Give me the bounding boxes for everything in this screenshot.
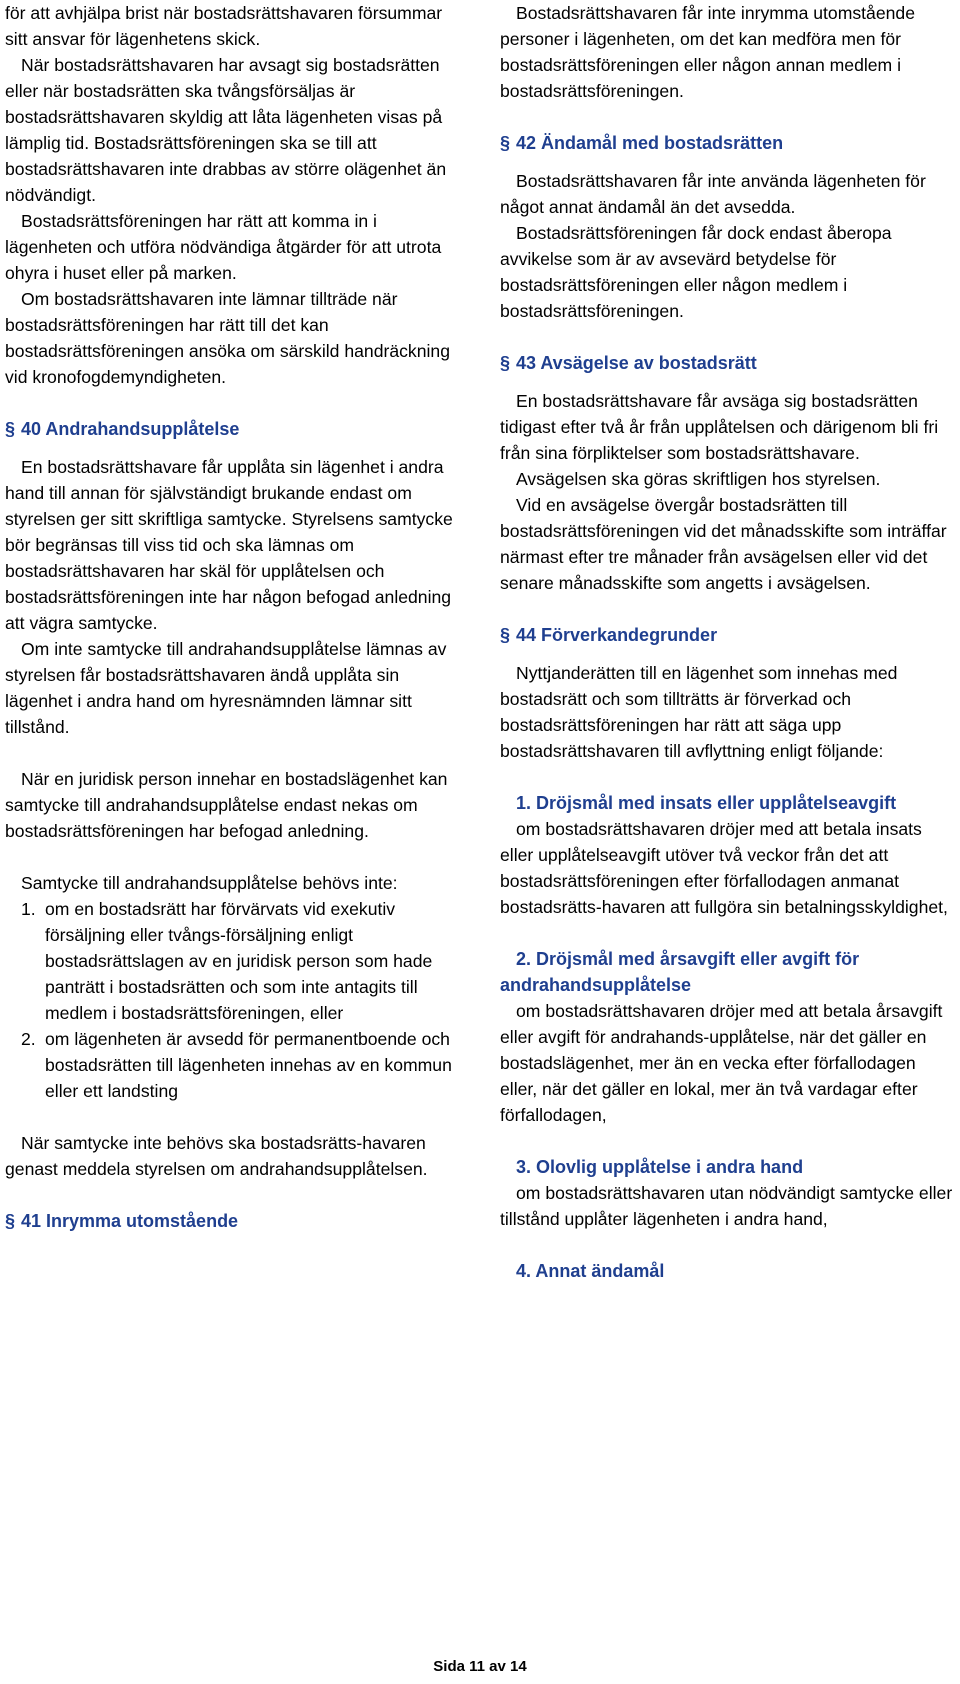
list-text: om en bostadsrätt har förvärvats vid exekutiv försäljning eller tvångs-försäljning enligt bostadsrättslagen av en juridisk person som hade panträtt i bostadsrätten och som inte antagits till medlem i bostadsrättsföreningen, eller bbox=[45, 899, 433, 1023]
section-paragraph: Om inte samtycke till andrahandsupplåtelse lämnas av styrelsen får bostadsrättshavaren ändå upplåta sin lägenhet i andra hand om hyresnämnden lämnar sitt tillstånd. bbox=[5, 639, 447, 737]
section-paragraph: Nyttjanderätten till en lägenhet som innehas med bostadsrätt och som tillträtts är förverkad och bostadsrättsföreningen har rätt att säga upp bostadsrättshavaren till avflyttning enligt följande: bbox=[500, 663, 898, 761]
intro-paragraph: Om bostadsrättshavaren inte lämnar tillträde när bostadsrättsföreningen har rätt till det kan bostadsrättsföreningen ansöka om särskild handräckning vid kronofogdemyndigheten. bbox=[5, 289, 450, 387]
section-paragraph: När samtycke inte behövs ska bostadsrätts-havaren genast meddela styrelsen om andrahandsupplåtelsen. bbox=[5, 1133, 428, 1179]
forfeit-ground-text: om bostadsrättshavaren utan nödvändigt samtycke eller tillstånd upplåter lägenheten i andra hand, bbox=[500, 1183, 953, 1229]
section-paragraph: När en juridisk person innehar en bostadslägenhet kan samtycke till andrahandsupplåtelse endast nekas om bostadsrättsföreningen har befogad anledning. bbox=[5, 769, 448, 841]
list-item bbox=[5, 896, 461, 1026]
section-heading-44 bbox=[500, 622, 955, 648]
intro-paragraph: för att avhjälpa brist när bostadsrättshavaren försummar sitt ansvar för lägenhetens skick. bbox=[5, 3, 443, 49]
section-paragraph: Bostadsrättshavaren får inte använda lägenheten för något annat ändamål än det avsedda. bbox=[500, 171, 926, 217]
section-sign-icon bbox=[500, 625, 510, 645]
svg-text:§: § bbox=[500, 625, 510, 645]
forfeit-ground-title: 1. Dröjsmål med insats eller upplåtelseavgift bbox=[516, 793, 897, 813]
exceptions-list bbox=[5, 896, 461, 1104]
section-title: 44 Förverkandegrunder bbox=[516, 625, 718, 645]
section-sign-icon bbox=[5, 1211, 15, 1231]
section-sign-icon bbox=[500, 353, 510, 373]
section-sign-icon bbox=[5, 419, 15, 439]
section-title: 42 Ändamål med bostadsrätten bbox=[516, 133, 784, 153]
svg-text:§: § bbox=[500, 133, 510, 153]
section-paragraph: En bostadsrättshavare får upplåta sin lägenhet i andra hand till annan för självständigt brukande endast om styrelsen ger sitt skriftliga samtycke. Styrelsens samtycke bör begränsas till viss tid och ska lämnas om bostadsrättshavaren har skäl för upplåtelsen och bostadsrättsföreningen inte har någon befogad anledning att vägra samtycke. bbox=[5, 457, 453, 633]
forfeit-ground-title: 2. Dröjsmål med årsavgift eller avgift för andrahandsupplåtelse bbox=[500, 949, 860, 995]
intro-paragraph: När bostadsrättshavaren har avsagt sig bostadsrätten eller när bostadsrätten ska tvångsförsäljas är bostadsrättshavaren skyldig att låta lägenheten visas på lämplig tid. Bostadsrättsföreningen ska se till att bostadsrättshavaren inte drabbas av större olägenhet än nödvändigt. bbox=[5, 55, 447, 205]
section-paragraph: Bostadsrättsföreningen får dock endast åberopa avvikelse som är av avsevärd betydelse för bostadsrättsföreningen eller någon medlem i bostadsrättsföreningen. bbox=[500, 223, 892, 321]
section-paragraph: Avsägelsen ska göras skriftligen hos styrelsen. bbox=[516, 469, 881, 489]
forfeit-ground-text: om bostadsrättshavaren dröjer med att betala årsavgift eller avgift för andrahands-upplåtelse, när det gäller en bostadslägenhet, mer än en vecka efter förfallodagen eller, när det gäller en lokal, mer än två vardagar efter förfallodagen, bbox=[500, 1001, 943, 1125]
section-heading-43 bbox=[500, 350, 955, 376]
right-column bbox=[500, 0, 955, 1284]
section-title: 41 Inrymma utomstående bbox=[21, 1211, 239, 1231]
section-title: 40 Andrahandsupplåtelse bbox=[21, 419, 240, 439]
section-heading-42 bbox=[500, 130, 955, 156]
section-paragraph: Bostadsrättshavaren får inte inrymma utomstående personer i lägenheten, om det kan medföra men för bostadsrättsföreningen eller någon annan medlem i bostadsrättsföreningen. bbox=[500, 3, 915, 101]
svg-text:§: § bbox=[500, 353, 510, 373]
list-number: 1. bbox=[21, 899, 36, 919]
left-column bbox=[5, 0, 461, 1234]
list-text: om lägenheten är avsedd för permanentboende och bostadsrätten till lägenheten innehas av en kommun eller ett landsting bbox=[45, 1029, 452, 1101]
intro-paragraph: Bostadsrättsföreningen har rätt att komma in i lägenheten och utföra nödvändiga åtgärder för att utrota ohyra i huset eller på marken. bbox=[5, 211, 442, 283]
section-title: 43 Avsägelse av bostadsrätt bbox=[516, 353, 757, 373]
section-paragraph: Vid en avsägelse övergår bostadsrätten till bostadsrättsföreningen vid det månadsskifte som inträffar närmast efter tre månader från avsägelsen eller vid det senare månadsskifte som angetts i avsägelsen. bbox=[500, 495, 947, 593]
svg-text:§: § bbox=[5, 419, 15, 439]
page-number: Sida 11 av 14 bbox=[433, 1658, 527, 1675]
list-item bbox=[5, 1026, 461, 1104]
section-heading-41 bbox=[5, 1208, 461, 1234]
section-sign-icon bbox=[500, 133, 510, 153]
section-heading-40 bbox=[5, 416, 461, 442]
section-paragraph: En bostadsrättshavare får avsäga sig bostadsrätten tidigast efter två år från upplåtelsen och därigenom bli fri från sina förpliktelser som bostadsrättshavare. bbox=[500, 391, 939, 463]
svg-text:§: § bbox=[5, 1211, 15, 1231]
forfeit-ground-title: 4. Annat ändamål bbox=[516, 1261, 665, 1281]
forfeit-ground-title: 3. Olovlig upplåtelse i andra hand bbox=[516, 1157, 804, 1177]
section-paragraph: Samtycke till andrahandsupplåtelse behövs inte: bbox=[21, 873, 398, 893]
list-number: 2. bbox=[21, 1029, 36, 1049]
forfeit-ground-text: om bostadsrättshavaren dröjer med att betala insats eller upplåtelseavgift utöver två veckor från det att bostadsrättsföreningen efter förfallodagen anmanat bostadsrätts-havaren att fullgöra sin betalningsskyldighet, bbox=[500, 819, 948, 917]
